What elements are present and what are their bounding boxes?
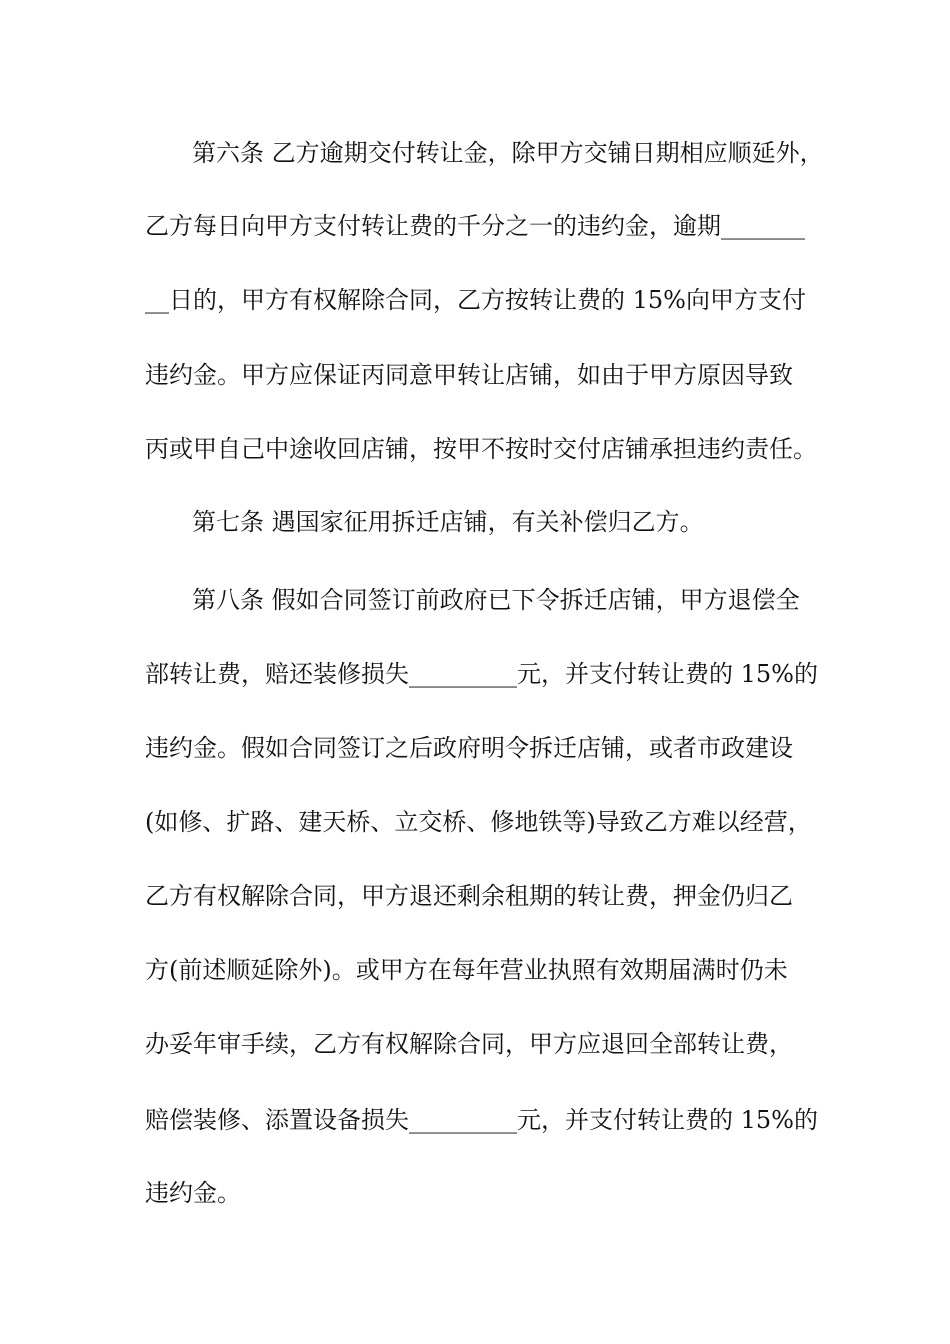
text-line: 违约金。甲方应保证丙同意甲转让店铺，如由于甲方原因导致 — [145, 361, 793, 389]
text-line: __日的，甲方有权解除合同，乙方按转让费的 15%向甲方支付 — [145, 286, 806, 314]
text-line: (如修、扩路、建天桥、立交桥、修地铁等)导致乙方难以经营， — [145, 808, 812, 836]
text-line: 赔偿装修、添置设备损失_________元，并支付转让费的 15%的 — [145, 1106, 818, 1134]
text-line: 第八条 假如合同签订前政府已下令拆迁店铺，甲方退偿全 — [192, 586, 800, 614]
text-line: 丙或甲自己中途收回店铺，按甲不按时交付店铺承担违约责任。 — [145, 435, 817, 463]
text-line: 违约金。假如合同签订之后政府明令拆迁店铺，或者市政建设 — [145, 734, 793, 762]
text-line: 乙方每日向甲方支付转让费的千分之一的违约金，逾期_______ — [145, 212, 805, 240]
text-line: 第六条 乙方逾期交付转让金，除甲方交铺日期相应顺延外， — [192, 139, 824, 167]
text-line: 乙方有权解除合同，甲方退还剩余租期的转让费，押金仍归乙 — [145, 882, 793, 910]
text-line: 违约金。 — [145, 1179, 241, 1207]
text-line: 办妥年审手续，乙方有权解除合同，甲方应退回全部转让费， — [145, 1030, 793, 1058]
text-line: 部转让费，赔还装修损失_________元，并支付转让费的 15%的 — [145, 660, 818, 688]
text-line: 方(前述顺延除外)。或甲方在每年营业执照有效期届满时仍未 — [145, 956, 788, 984]
text-line: 第七条 遇国家征用拆迁店铺，有关补偿归乙方。 — [192, 508, 704, 536]
